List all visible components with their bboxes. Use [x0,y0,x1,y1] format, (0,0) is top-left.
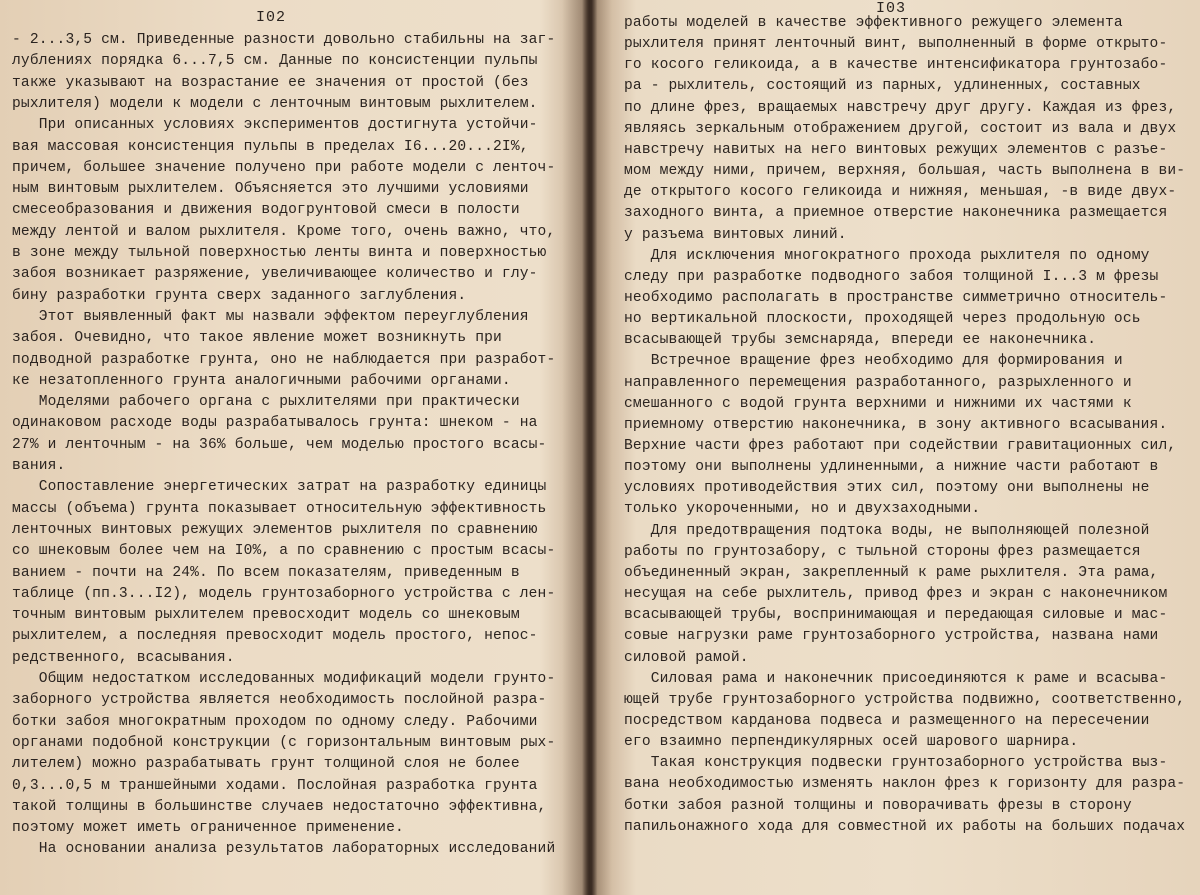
text-line: смесеобразования и движения водогрунтовой смеси в полости [12,202,520,219]
text-line: заборного устройства является необходимость послойной разра- [12,692,547,709]
text-line: необходимо располагать в пространстве симметрично относитель- [624,289,1168,306]
text-line: со шнековым более чем на I0%, а по сравнению с простым всасы- [12,543,556,560]
page-number-left: I02 [256,9,287,26]
text-line: органами подобной конструкции (с горизонтальным винтовым рых- [12,734,556,751]
text-line: лителем) можно разрабатывать грунт толщиной слоя не более [12,756,520,773]
text-line: ке незатопленного грунта аналогичными рабочими органами. [12,372,511,389]
page-number-right: I03 [876,0,907,17]
text-line: При описанных условиях экспериментов достигнута устойчи- [12,117,538,134]
text-line: но вертикальной плоскости, проходящей через продольную ось [624,311,1141,328]
text-line: Этот выявленный факт мы назвали эффектом переуглубления [12,308,529,325]
text-line: всасывающей трубы земснаряда, впереди ее наконечника. [624,332,1097,349]
text-line: в зоне между тыльной поверхностью ленты винта и поверхностью [12,245,547,261]
text-line: заходного винта, а приемное отверстие наконечника размещается [624,205,1168,222]
text-line: также указывают на возрастание ее значения от простой (без [12,74,529,91]
text-line: всасывающей трубы, воспринимающая и передающая силовые и мас- [624,607,1168,624]
text-line: массы (объема) грунта показывает относительную эффективность [12,500,547,517]
text-line: - 2...3,5 см. Приведенные разности довольно стабильны на заг- [12,32,556,48]
text-line: такой толщины в большинстве случаев недостаточно эффективна, [12,798,547,815]
text-line: ным винтовым рыхлителем. Объясняется это лучшими условиями [12,181,529,198]
text-line: забоя. Очевидно, что такое явление может возникнуть при [12,330,502,347]
text-line: работы по грунтозабору, с тыльной стороны фрез размещается [624,543,1141,560]
text-line: редственного, всасывания. [12,649,235,666]
text-line: ванием - почти на 24%. По всем показателям, приведенным в [12,564,520,581]
text-line: точным винтовым рыхлителем превосходит модель со шнековым [12,607,520,624]
text-line: по длине фрез, вращаемых навстречу друг другу. Каждая из фрез, [624,99,1177,116]
text-line: мом между ними, причем, верхняя, большая, часть выполнена в ви- [624,163,1186,180]
text-line: забоя возникает разряжение, увеличивающее количество и глу- [12,266,538,283]
text-line: у разъема винтовых линий. [624,226,847,243]
text-line: Силовая рама и наконечник присоединяются к раме и всасыва- [624,670,1168,687]
text-line: Верхние части фрез работают при содействии гравитационных сил, [624,438,1177,454]
text-line: совые нагрузки раме грунтозаборного устройства, названа нами [624,628,1159,645]
text-line: Для исключения многократного прохода рыхлителя по одному [624,247,1150,264]
left-page [0,0,578,895]
text-line: вана необходимостью изменять наклон фрез к горизонту для разра- [624,776,1186,793]
text-line: только укороченными, но и двухзаходными. [624,501,981,518]
text-line: го косого геликоида, а в качестве интенсификатора грунтозабо- [624,57,1168,74]
text-line: являясь зеркальным отображением другой, состоит из вала и двух [624,120,1177,137]
text-line: ботки забоя многократным проходом по одному следу. Рабочими [12,713,538,730]
text-line: между лентой и валом рыхлителя. Кроме того, очень важно, что, [12,223,556,240]
text-line: ра - рыхлитель, состоящий из парных, удлиненных, составных [624,78,1141,95]
text-line: направленного перемещения разработанного, разрыхленного и [624,374,1132,391]
text-line: Для предотвращения подтока воды, не выполняющей полезной [624,522,1150,539]
text-line: одинаковом расходе воды разрабатывалось грунта: шнеком - на [12,415,538,432]
text-line: Общим недостатком исследованных модификаций модели грунто- [12,671,556,687]
text-line: бину разработки грунта сверх заданного заглубления. [12,287,467,304]
text-line: ботки забоя разной толщины и поворачивать фрезы в сторону [624,797,1132,814]
text-line: рыхлителя) модели к модели с ленточным винтовым рыхлителем. [12,95,538,112]
text-line: следу при разработке подводного забоя толщиной I...3 м фрезы [624,268,1159,285]
text-line: ющей трубе грунтозаборного устройства подвижно, соответственно, [624,691,1186,708]
text-line: вания. [12,458,66,474]
text-line: объединенный экран, закрепленный к раме рыхлителя. Эта рама, [624,564,1159,581]
text-line: несущая на себе рыхлитель, привод фрез и экран с наконечником [624,586,1168,603]
text-line: условиях противодействия этих сил, поэтому они выполнены не [624,480,1150,497]
text-line: посредством карданова подвеса и размещенного на пересечении [624,712,1150,729]
text-line: ленточных винтовых режущих элементов рыхлителя по сравнению [12,521,538,538]
text-line: Моделями рабочего органа с рыхлителями при практически [12,394,520,411]
text-line: Сопоставление энергетических затрат на разработку единицы [12,479,547,496]
text-line: приемному отверстию наконечника, в зону активного всасывания. [624,416,1168,433]
text-line: 27% и ленточным - на 36% больше, чем моделью простого всасы- [12,436,547,453]
text-line: Такая конструкция подвески грунтозаборного устройства выз- [624,755,1168,772]
text-line: рыхлителя принят ленточный винт, выполненный в форме открыто- [624,36,1168,53]
text-line: лублениях порядка 6...7,5 см. Данные по консистенции пульпы [12,53,538,70]
right-page [600,0,1200,895]
text-line: На основании анализа результатов лабораторных исследований [12,841,556,858]
text-line: поэтому они выполнены удлиненными, а нижние части работают в [624,459,1159,476]
text-line: таблице (пп.3...I2), модель грунтозаборного устройства с лен- [12,585,556,602]
text-line: 0,3...0,5 м траншейными ходами. Послойная разработка грунта [12,777,538,794]
text-line: его взаимно перпендикулярных осей шарового шарнира. [624,734,1079,751]
text-line: де открытого косого геликоида и нижняя, меньшая, -в виде двух- [624,184,1177,201]
text-line: смешанного с водой грунта верхними и нижними их частями к [624,395,1132,412]
text-line: папильонажного хода для совместной их работы на больших подачах [624,818,1186,835]
text-line: подводной разработке грунта, оно не наблюдается при разработ- [12,351,556,368]
text-line: Встречное вращение фрез необходимо для формирования и [624,353,1123,370]
text-line: причем, большее значение получено при работе модели с ленточ- [12,159,556,176]
text-line: работы моделей в качестве эффективного режущего элемента [624,15,1123,31]
text-line: силовой рамой. [624,649,749,666]
text-line: навстречу навитых на него винтовых режущих элементов с разъе- [624,141,1168,158]
text-line: рыхлителем, а последняя превосходит модель простого, непос- [12,628,538,645]
text-line: вая массовая консистенция пульпы в пределах I6...20...2I%, [12,138,529,155]
text-line: поэтому может иметь ограниченное применение. [12,820,404,837]
